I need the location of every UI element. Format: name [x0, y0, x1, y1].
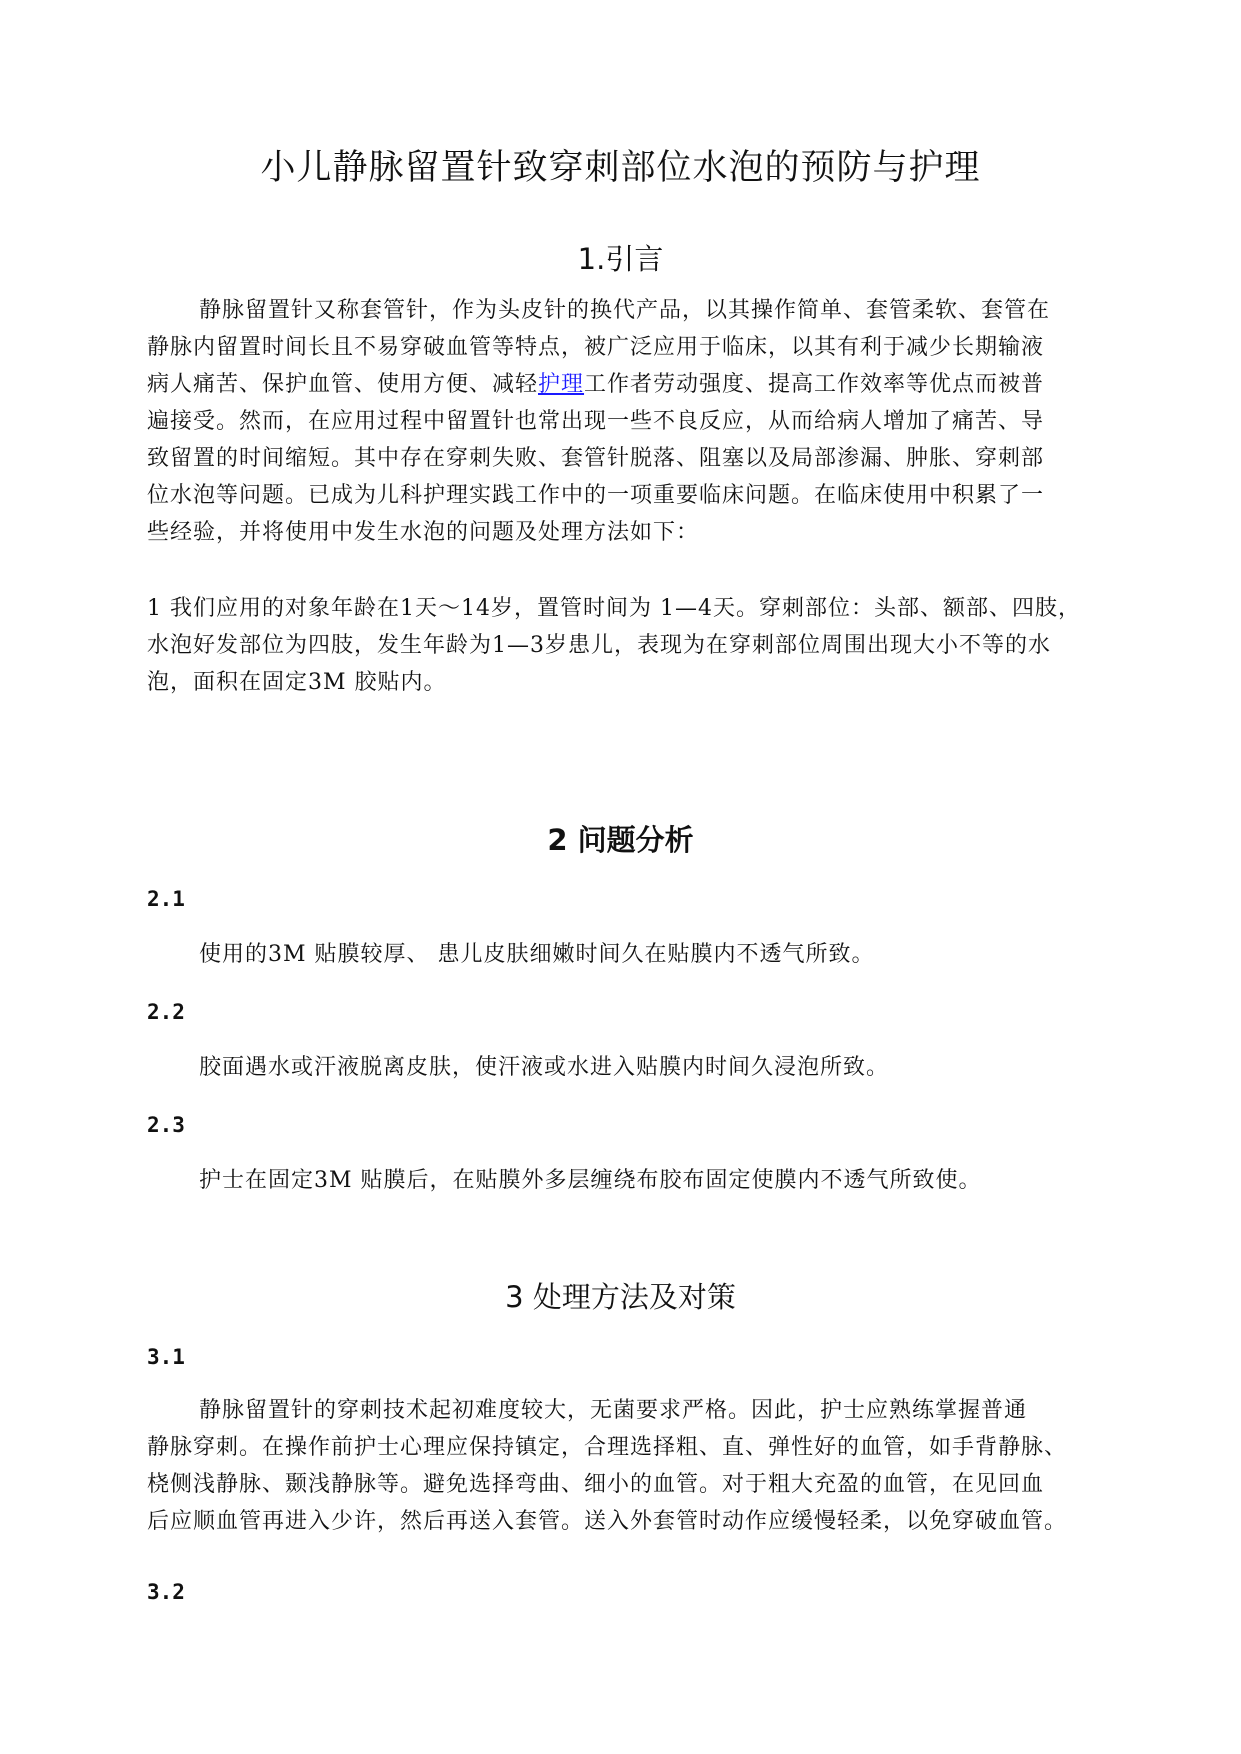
- paragraph-line: 静脉穿刺。在操作前护士心理应保持镇定，合理选择粗、直、弹性好的血管，如手背静脉、: [147, 1435, 1068, 1460]
- paragraph-line: 护士在固定3M 贴膜后，在贴膜外多层缠绕布胶布固定使膜内不透气所致使。: [199, 1168, 982, 1193]
- paragraph-line: 使用的3M 贴膜较厚、 患儿皮肤细嫩时间久在贴膜内不透气所致。: [199, 942, 875, 967]
- paragraph-line: [147, 366, 1127, 403]
- paragraph-line: 静脉内留置时间长且不易穿破血管等特点，被广泛应用于临床，以其有利于减少长期输液: [147, 335, 1045, 360]
- subsection-number: 2.1: [147, 887, 185, 911]
- subsection-text: [147, 936, 1127, 973]
- document-title: 小儿静脉留置针致穿刺部位水泡的预防与护理: [260, 148, 981, 188]
- subsection-number: 2.2: [147, 1000, 185, 1024]
- paragraph-line: 桡侧浅静脉、颞浅静脉等。避免选择弯曲、细小的血管。对于粗大充盈的血管，在见回血: [147, 1472, 1045, 1497]
- subjects-paragraph: [147, 590, 1127, 701]
- paragraph-line: 胶面遇水或汗液脱离皮肤，使汗液或水进入贴膜内时间久浸泡所致。: [199, 1055, 890, 1080]
- paragraph-line: 静脉留置针又称套管针，作为头皮针的换代产品，以其操作简单、套管柔软、套管在: [199, 298, 1051, 323]
- subsection-number: 3.1: [147, 1345, 185, 1369]
- nursing-link[interactable]: 护理: [538, 372, 585, 397]
- paragraph-line: 水泡好发部位为四肢，发生年龄为1—3岁患儿，表现为在穿刺部位周围出现大小不等的水: [147, 633, 1051, 658]
- text-after-link: 工作者劳动强度、提高工作效率等优点而被普: [584, 372, 1045, 397]
- paragraph-line: 泡，面积在固定3M 胶贴内。: [147, 670, 447, 695]
- section-1-heading: 1.引言: [577, 242, 664, 276]
- paragraph-line: 位水泡等问题。已成为儿科护理实践工作中的一项重要临床问题。在临床使用中积累了一: [147, 483, 1045, 508]
- subsection-number: 3.2: [147, 1580, 185, 1604]
- paragraph-line: 1 我们应用的对象年龄在1天～14岁，置管时间为 1—4天。穿刺部位：头部、额部、四肢，: [147, 596, 1081, 621]
- subsection-number: 2.3: [147, 1113, 185, 1137]
- paragraph-line: 遍接受。然而，在应用过程中留置针也常出现一些不良反应，从而给病人增加了痛苦、导: [147, 409, 1045, 434]
- subsection-text: [147, 1049, 1127, 1086]
- text-before-link: 病人痛苦、保护血管、使用方便、减轻: [147, 372, 539, 397]
- paragraph-line: 静脉留置针的穿刺技术起初难度较大，无菌要求严格。因此，护士应熟练掌握普通: [199, 1398, 1028, 1423]
- section-2-heading: 2 问题分析: [547, 823, 694, 857]
- paragraph-line: 后应顺血管再进入少许，然后再送入套管。送入外套管时动作应缓慢轻柔，以免穿破血管。: [147, 1509, 1068, 1534]
- intro-paragraph: [147, 292, 1127, 551]
- section-3-heading: 3 处理方法及对策: [505, 1280, 736, 1314]
- subsection-text: [147, 1392, 1127, 1540]
- paragraph-line: 些经验，并将使用中发生水泡的问题及处理方法如下：: [147, 520, 700, 545]
- subsection-text: [147, 1162, 1127, 1199]
- paragraph-line: 致留置的时间缩短。其中存在穿刺失败、套管针脱落、阻塞以及局部渗漏、肿胀、穿刺部: [147, 446, 1045, 471]
